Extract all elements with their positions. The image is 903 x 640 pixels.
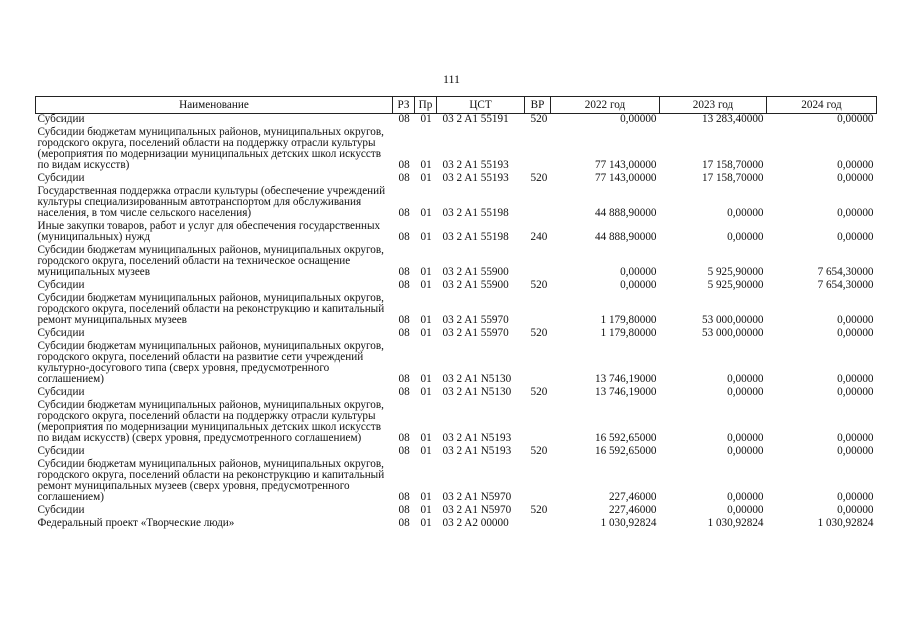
- cell-2022: 13 746,19000: [594, 373, 657, 385]
- budget-table: [35, 96, 877, 531]
- cell-vr: 520: [530, 113, 548, 125]
- cell-cst: 03 2 A1 N5130: [442, 373, 512, 385]
- header-2024: 2024 год: [767, 97, 877, 114]
- cell-2023: 0,00000: [727, 386, 764, 398]
- header-pr: Пр: [415, 97, 437, 114]
- cell-2022: 16 592,65000: [594, 445, 657, 457]
- cell-2024: 0,00000: [837, 373, 874, 385]
- cell-rz: 08: [398, 445, 410, 457]
- table-row: [36, 341, 877, 387]
- cell-pr: 01: [420, 266, 432, 278]
- cell-2023: 0,00000: [727, 207, 764, 219]
- cell-vr: 520: [530, 327, 548, 339]
- header-2023: 2023 год: [660, 97, 767, 114]
- cell-vr: [525, 127, 551, 173]
- cell-cst: 03 2 A1 N5130: [442, 386, 512, 398]
- cell-2023: 17 158,70000: [701, 159, 764, 171]
- cell-name: Субсидии: [37, 504, 85, 516]
- cell-vr: [525, 459, 551, 505]
- cell-2024: 7 654,30000: [817, 279, 874, 291]
- cell-2024: 0,00000: [837, 231, 874, 243]
- cell-name: Субсидии: [37, 113, 85, 125]
- cell-vr: 520: [530, 386, 548, 398]
- cell-2022: 0,00000: [620, 113, 657, 125]
- cell-2023: 53 000,00000: [701, 314, 764, 326]
- cell-2022: 1 179,80000: [600, 314, 657, 326]
- cell-cst: 03 2 A1 55900: [442, 279, 509, 291]
- cell-rz: 08: [398, 172, 410, 184]
- header-vr: ВР: [525, 97, 551, 114]
- cell-pr: 01: [420, 517, 432, 529]
- cell-2023: 53 000,00000: [701, 327, 764, 339]
- cell-name: Субсидии: [37, 445, 85, 457]
- cell-cst: 03 2 A1 55970: [442, 314, 509, 326]
- cell-cst: 03 2 A1 55198: [442, 207, 509, 219]
- cell-cst: 03 2 A1 55193: [442, 172, 509, 184]
- cell-vr: [525, 518, 551, 531]
- cell-rz: 08: [398, 207, 410, 219]
- cell-2024: 0,00000: [837, 432, 874, 444]
- cell-2022: 227,46000: [608, 504, 657, 516]
- header-2022: 2022 год: [551, 97, 660, 114]
- cell-cst: 03 2 A2 00000: [442, 517, 509, 529]
- cell-vr: 520: [530, 445, 548, 457]
- cell-cst: 03 2 A1 55198: [442, 231, 509, 243]
- cell-2022: 0,00000: [620, 266, 657, 278]
- cell-rz: 08: [398, 159, 410, 171]
- cell-pr: 01: [420, 373, 432, 385]
- cell-cst: 03 2 A1 N5193: [442, 432, 512, 444]
- cell-cst: 03 2 A1 N5970: [442, 491, 512, 503]
- cell-pr: 01: [420, 314, 432, 326]
- cell-rz: 08: [398, 266, 410, 278]
- cell-2022: 13 746,19000: [594, 386, 657, 398]
- cell-rz: 08: [398, 231, 410, 243]
- cell-2022: 227,46000: [608, 491, 657, 503]
- cell-2022: 1 179,80000: [600, 327, 657, 339]
- table-row: [36, 221, 877, 245]
- cell-2023: 0,00000: [727, 504, 764, 516]
- cell-rz: 08: [398, 432, 410, 444]
- cell-2024: 0,00000: [837, 386, 874, 398]
- cell-2023: 13 283,40000: [701, 113, 764, 125]
- cell-rz: 08: [398, 504, 410, 516]
- table-header-row: [36, 97, 877, 114]
- cell-name: Субсидии: [37, 386, 85, 398]
- cell-pr: 01: [420, 231, 432, 243]
- cell-2022: 44 888,90000: [594, 231, 657, 243]
- cell-2022: 1 030,92824: [600, 517, 657, 529]
- cell-name: Субсидии бюджетам муниципальных районов, муниципальных округов, городского округа, поселений области на развитие сети учреждений культурно-досугового типа (сверх уровня, предусмотренного соглашением): [37, 340, 384, 385]
- cell-2024: 1 030,92824: [817, 517, 874, 529]
- cell-2022: 77 143,00000: [594, 159, 657, 171]
- cell-2022: 44 888,90000: [594, 207, 657, 219]
- cell-vr: 520: [530, 504, 548, 516]
- cell-2024: 0,00000: [837, 113, 874, 125]
- cell-rz: 08: [398, 327, 410, 339]
- cell-2023: 5 925,90000: [707, 266, 764, 278]
- cell-vr: 240: [530, 231, 548, 243]
- cell-name: Федеральный проект «Творческие люди»: [37, 517, 235, 529]
- cell-rz: 08: [398, 314, 410, 326]
- cell-2023: 17 158,70000: [701, 172, 764, 184]
- cell-2024: 0,00000: [837, 327, 874, 339]
- cell-vr: [525, 245, 551, 280]
- cell-cst: 03 2 A1 55900: [442, 266, 509, 278]
- table-row: [36, 293, 877, 328]
- cell-cst: 03 2 A1 55970: [442, 327, 509, 339]
- cell-name: Субсидии бюджетам муниципальных районов, муниципальных округов, городского округа, поселений области на поддержку отрасли культуры (мероприятия по модернизации муниципальных детских школ искусств по видам искусств) (сверх уровня, предусмотренного соглашением): [37, 399, 384, 444]
- cell-pr: 01: [420, 172, 432, 184]
- cell-pr: 01: [420, 432, 432, 444]
- cell-vr: [525, 293, 551, 328]
- cell-cst: 03 2 A1 N5970: [442, 504, 512, 516]
- cell-2023: 5 925,90000: [707, 279, 764, 291]
- header-cst: ЦСТ: [437, 97, 525, 114]
- cell-2024: 0,00000: [837, 314, 874, 326]
- cell-2024: 0,00000: [837, 172, 874, 184]
- cell-2023: 0,00000: [727, 491, 764, 503]
- table-row: [36, 245, 877, 280]
- cell-vr: [525, 341, 551, 387]
- cell-name: Иные закупки товаров, работ и услуг для обеспечения государственных (муниципальных) нужд: [37, 220, 381, 243]
- cell-name: Субсидии бюджетам муниципальных районов, муниципальных округов, городского округа, поселений области на поддержку отрасли культуры (мероприятия по модернизации муниципальных детских школ искусств по видам искусств): [37, 126, 384, 171]
- cell-pr: 01: [420, 279, 432, 291]
- cell-rz: 08: [398, 373, 410, 385]
- cell-pr: 01: [420, 491, 432, 503]
- cell-2023: 0,00000: [727, 445, 764, 457]
- cell-vr: 520: [530, 172, 548, 184]
- cell-rz: 08: [398, 517, 410, 529]
- page-number: 111: [442, 72, 461, 86]
- table-row: [36, 127, 877, 173]
- cell-2023: 0,00000: [727, 432, 764, 444]
- table-row: [36, 186, 877, 221]
- cell-cst: 03 2 A1 55191: [442, 113, 509, 125]
- cell-name: Субсидии бюджетам муниципальных районов, муниципальных округов, городского округа, поселений области на техническое оснащение муниципальных музеев: [37, 244, 384, 278]
- cell-rz: 08: [398, 491, 410, 503]
- cell-2022: 0,00000: [620, 279, 657, 291]
- table-body: [36, 114, 877, 532]
- cell-rz: 08: [398, 386, 410, 398]
- table-row: [36, 459, 877, 505]
- cell-2024: 0,00000: [837, 504, 874, 516]
- cell-2024: 0,00000: [837, 159, 874, 171]
- cell-2024: 0,00000: [837, 207, 874, 219]
- cell-name: Субсидии: [37, 279, 85, 291]
- table-row: [36, 518, 877, 531]
- table-row: [36, 114, 877, 128]
- cell-pr: 01: [420, 113, 432, 125]
- header-name: Наименование: [36, 97, 393, 114]
- cell-name: Государственная поддержка отрасли культуры (обеспечение учреждений культуры специализированным автотранспортом для обслуживания населения, в том числе сельского населения): [37, 185, 386, 219]
- cell-pr: 01: [420, 207, 432, 219]
- cell-2023: 0,00000: [727, 231, 764, 243]
- cell-cst: 03 2 A1 55193: [442, 159, 509, 171]
- cell-2022: 16 592,65000: [594, 432, 657, 444]
- cell-pr: 01: [420, 445, 432, 457]
- cell-pr: 01: [420, 504, 432, 516]
- cell-name: Субсидии: [37, 327, 85, 339]
- cell-name: Субсидии бюджетам муниципальных районов, муниципальных округов, городского округа, поселений области на реконструкцию и капитальный ремонт муниципальных музеев: [37, 292, 385, 326]
- cell-2023: 1 030,92824: [707, 517, 764, 529]
- cell-rz: 08: [398, 279, 410, 291]
- cell-cst: 03 2 A1 N5193: [442, 445, 512, 457]
- cell-vr: 520: [530, 279, 548, 291]
- cell-pr: 01: [420, 159, 432, 171]
- cell-2022: 77 143,00000: [594, 172, 657, 184]
- cell-2023: 0,00000: [727, 373, 764, 385]
- cell-name: Субсидии бюджетам муниципальных районов, муниципальных округов, городского округа, поселений области на реконструкцию и капитальный ремонт муниципальных музеев (сверх уровня, предусмотренного соглашением): [37, 458, 385, 503]
- cell-pr: 01: [420, 386, 432, 398]
- cell-vr: [525, 400, 551, 446]
- header-rz: РЗ: [393, 97, 415, 114]
- cell-pr: 01: [420, 327, 432, 339]
- cell-2024: 0,00000: [837, 445, 874, 457]
- cell-name: Субсидии: [37, 172, 85, 184]
- cell-2024: 7 654,30000: [817, 266, 874, 278]
- table-row: [36, 400, 877, 446]
- cell-2024: 0,00000: [837, 491, 874, 503]
- cell-rz: 08: [398, 113, 410, 125]
- cell-vr: [525, 186, 551, 221]
